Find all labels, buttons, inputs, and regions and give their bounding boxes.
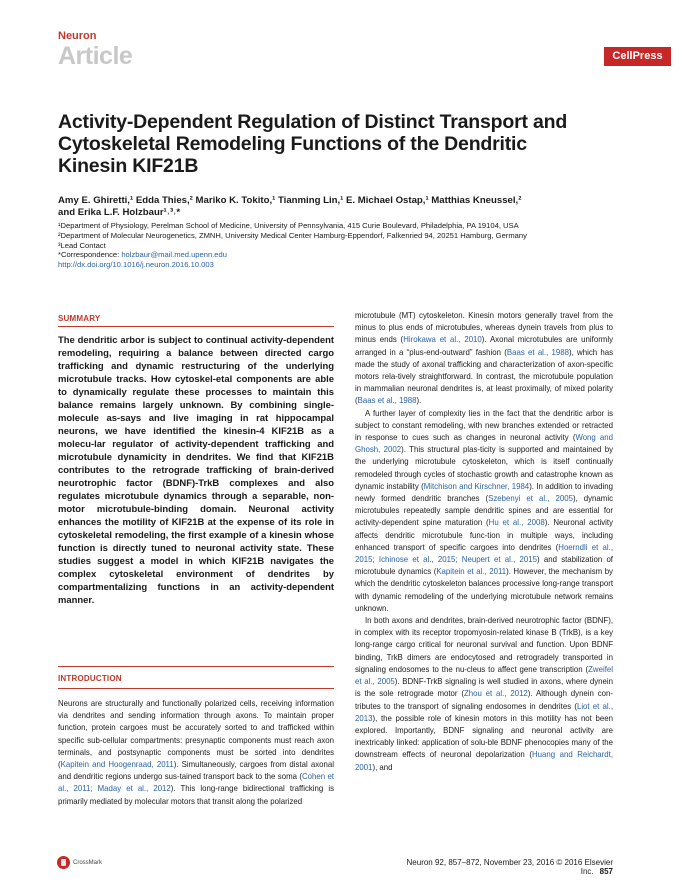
citation-link[interactable]: Liot et al., 2013 bbox=[355, 701, 614, 723]
intro-text: ). This long-range bidirectional trafficking is primarily mediated by molecular motors that transit along the polarized bbox=[58, 784, 334, 806]
page-footer bbox=[406, 858, 613, 876]
body-paragraph-3 bbox=[355, 615, 613, 774]
body-text: ). In addition to invading newly formed dendritic branches ( bbox=[355, 481, 613, 504]
affiliation-2: ²Department of Molecular Neurogenetics, ZMNH, University Medical Center Hamburg-Eppendorf, Falkenried 94, 20251 Hamburg, Germany bbox=[58, 230, 527, 240]
affiliation-1: ¹Department of Physiology, Perelman School of Medicine, University of Pennsylvania, 415 Curie Boulevard, Philadelphia, PA 19104, USA bbox=[58, 221, 519, 230]
affiliations bbox=[58, 221, 658, 270]
citation-link[interactable]: Baas et al., 1988 bbox=[506, 347, 569, 357]
citation-link[interactable]: Kapitein et al., 2011 bbox=[436, 567, 507, 577]
body-text: ), the possible role of kinesin motors in this motility has not been explored. Importantly, BDNF signaling and neuronal activity are inextricably linked: application of solu-ble BDNF phenocopies many of the downstream effects of neuronal depolarization ( bbox=[355, 713, 613, 760]
citation-link[interactable]: Mitchison and Kirschner, 1984 bbox=[423, 481, 530, 491]
intro-divider-top bbox=[58, 666, 334, 667]
author-line-2: and Erika L.F. Holzbaur¹˒³˒* bbox=[58, 207, 181, 218]
intro-text: ). Simultaneously, cargoes from distal axonal and dendritic regions undergo sus-tained transport back to the soma ( bbox=[58, 760, 334, 782]
article-title: Activity-Dependent Regulation of Distinct Transport and Cytoskeletal Remodeling Functions of the Dendritic Kinesin KIF21B bbox=[58, 111, 568, 177]
citation-link[interactable]: Huang and Reichardt, 2001 bbox=[355, 750, 613, 772]
crossmark-icon bbox=[57, 856, 70, 869]
citation-link[interactable]: Baas et al., 1988 bbox=[357, 396, 417, 406]
body-paragraph-1 bbox=[355, 310, 613, 408]
body-text: ). Axonal microtubules are uniformly arranged in a “plus-end-outward” fashion ( bbox=[355, 335, 614, 357]
citation-link[interactable]: Kapitein and Hoogenraad, 2011 bbox=[60, 760, 174, 770]
citation-link[interactable]: Hu et al., 2008 bbox=[488, 518, 545, 528]
body-text: ). This structural plas-ticity is supported and maintained by the underlying microtubule cytoskeleton, which is itself continually remodeled through cycles of stochastic growth and catastrophe known as dynamic instability ( bbox=[355, 445, 613, 491]
citation-link[interactable]: Szebenyi et al., 2005 bbox=[488, 494, 573, 504]
body-text: ), which has made the study of axonal trafficking and characterization of axon-specific motors rela-tively straightforward. In contrast, the microtubule population in mammalian neuronal dendrites is, at least proximally, of mixed polarity ( bbox=[355, 347, 614, 406]
journal-name: Neuron bbox=[58, 30, 97, 42]
intro-divider bbox=[58, 688, 334, 689]
citation-link[interactable]: Zhou et al., 2012 bbox=[463, 689, 528, 699]
citation-link[interactable]: Cohen et al., 2011; Maday et al., 2012 bbox=[58, 772, 334, 794]
body-paragraph-2 bbox=[355, 408, 613, 615]
body-text: ). However, the mechanism by which the dendritic cytoskeleton balances processive long-range transport with dynamic remodeling of the underlying microtubule network remains unknown. bbox=[355, 567, 613, 613]
body-text: ) and stabilization of microtubule dynamics ( bbox=[355, 555, 613, 577]
correspondence-label: *Correspondence: bbox=[58, 250, 122, 260]
introduction-heading: INTRODUCTION bbox=[58, 674, 122, 683]
section-label: Article bbox=[58, 42, 133, 70]
introduction-paragraph bbox=[58, 698, 334, 808]
citation-link[interactable]: Wong and Ghosh, 2002 bbox=[355, 433, 613, 455]
citation-link[interactable]: Hoerndli et al., 2015; Ichinose et al., 2015; Neupert et al., 2015 bbox=[355, 542, 613, 565]
correspondence bbox=[58, 250, 658, 260]
correspondence-email-link[interactable]: holzbaur@mail.med.upenn.edu bbox=[121, 250, 227, 260]
author-line-1: Amy E. Ghiretti,¹ Edda Thies,² Mariko K. Tokito,¹ Tianming Lin,¹ E. Michael Ostap,¹ Matthias Kneussel,² bbox=[58, 195, 522, 206]
right-column bbox=[355, 310, 613, 774]
crossmark-badge[interactable] bbox=[57, 856, 102, 869]
summary-divider bbox=[58, 326, 334, 327]
citation-link[interactable]: Zweifel et al., 2005 bbox=[355, 664, 613, 687]
body-text: In both axons and dendrites, brain-derived neurotrophic factor (BDNF), in complex with its receptor tropomyosin-related kinase B (TrkB), is a key long-range cargo critical for neuronal survival and function. Upon BDNF binding, TrkB dimers are endocytosed and retrogradely transported in signaling endosomes to the nu-cleus to affect gene transcription ( bbox=[355, 616, 613, 674]
citation-link[interactable]: Hirokawa et al., 2010 bbox=[403, 335, 482, 345]
page-number: 857 bbox=[599, 867, 613, 876]
doi-link[interactable]: http://dx.doi.org/10.1016/j.neuron.2016.10.003 bbox=[58, 260, 214, 270]
body-text: ). Neuronal activity affects dendritic microtubule func-tion in multiple ways, including enhanced transport of specific cargoes into dendrites ( bbox=[355, 518, 614, 552]
body-text: ), and bbox=[372, 762, 393, 772]
body-text: ), dynamic microtubules repeatedly sample dendritic spines and are essential for activity-dependent spine maturation ( bbox=[355, 494, 613, 528]
body-text: A further layer of complexity lies in the fact that the dendritic arbor is subject to constant remodeling, with new branches extended or retracted in response to cues such as changes in neuronal activity ( bbox=[355, 408, 613, 443]
summary-heading: SUMMARY bbox=[58, 314, 101, 323]
footer-citation: Neuron 92, 857–872, November 23, 2016 © 2016 Elsevier Inc. bbox=[406, 858, 613, 876]
body-text: microtubule (MT) cytoskeleton. Kinesin motors generally travel from the minus to plus ends of microtubules, whereas dynein travels from plus to minus ends ( bbox=[355, 311, 613, 345]
body-text: ). BDNF-TrkB signaling is well studied in axons, where dynein is the sole retrograde motor ( bbox=[355, 677, 613, 699]
body-text: ). bbox=[416, 396, 422, 406]
body-text: ). Although dynein con-tributes to the transport of signaling endosomes in dendrites ( bbox=[355, 689, 613, 711]
summary-text: The dendritic arbor is subject to continual activity-dependent remodeling, requiring a balance between directed cargo trafficking and dynamic restructuring of the underlying microtubule tracks. How cytoskel-etal components are able to dynamically regulate these processes to maintain this balance remains largely unknown. By combining single-molecule as-says and live imaging in rat hippocampal neurons, we have identified the kinesin-4 KIF21B as a molecu-lar regulator of activity-dependent trafficking and microtubule dynamicity in dendrites. We find that KIF21B contributes to the retrograde trafficking of brain-derived neurotrophic factor (BDNF)-TrkB complexes and also regulates microtubule dynamics through a separable, non-motor microtubule-binding domain. Neuronal activity enhances the motility of KIF21B at the expense of its role in cytoskeletal remodeling, the first example of a kinesin whose function is directly tuned to neuronal activity state. These studies suggest a model in which KIF21B navigates the complex cytoskeletal environment of dendrites by compartmentalizing functions in an activity-dependent manner. bbox=[58, 335, 334, 606]
author-list bbox=[58, 195, 658, 219]
lead-contact: ³Lead Contact bbox=[58, 240, 106, 250]
cellpress-logo: CellPress bbox=[604, 47, 671, 66]
intro-text: Neurons are structurally and functionally polarized cells, receiving information via dendrites and sending information through axons. To maintain proper function, protein cargoes must be accurately sorted to and trafficked within specific sub-cellular compartments: presynaptic components must reach axon terminals, and postsynaptic components must be sorted into dendrites ( bbox=[58, 699, 334, 770]
crossmark-label: CrossMark bbox=[73, 859, 103, 866]
